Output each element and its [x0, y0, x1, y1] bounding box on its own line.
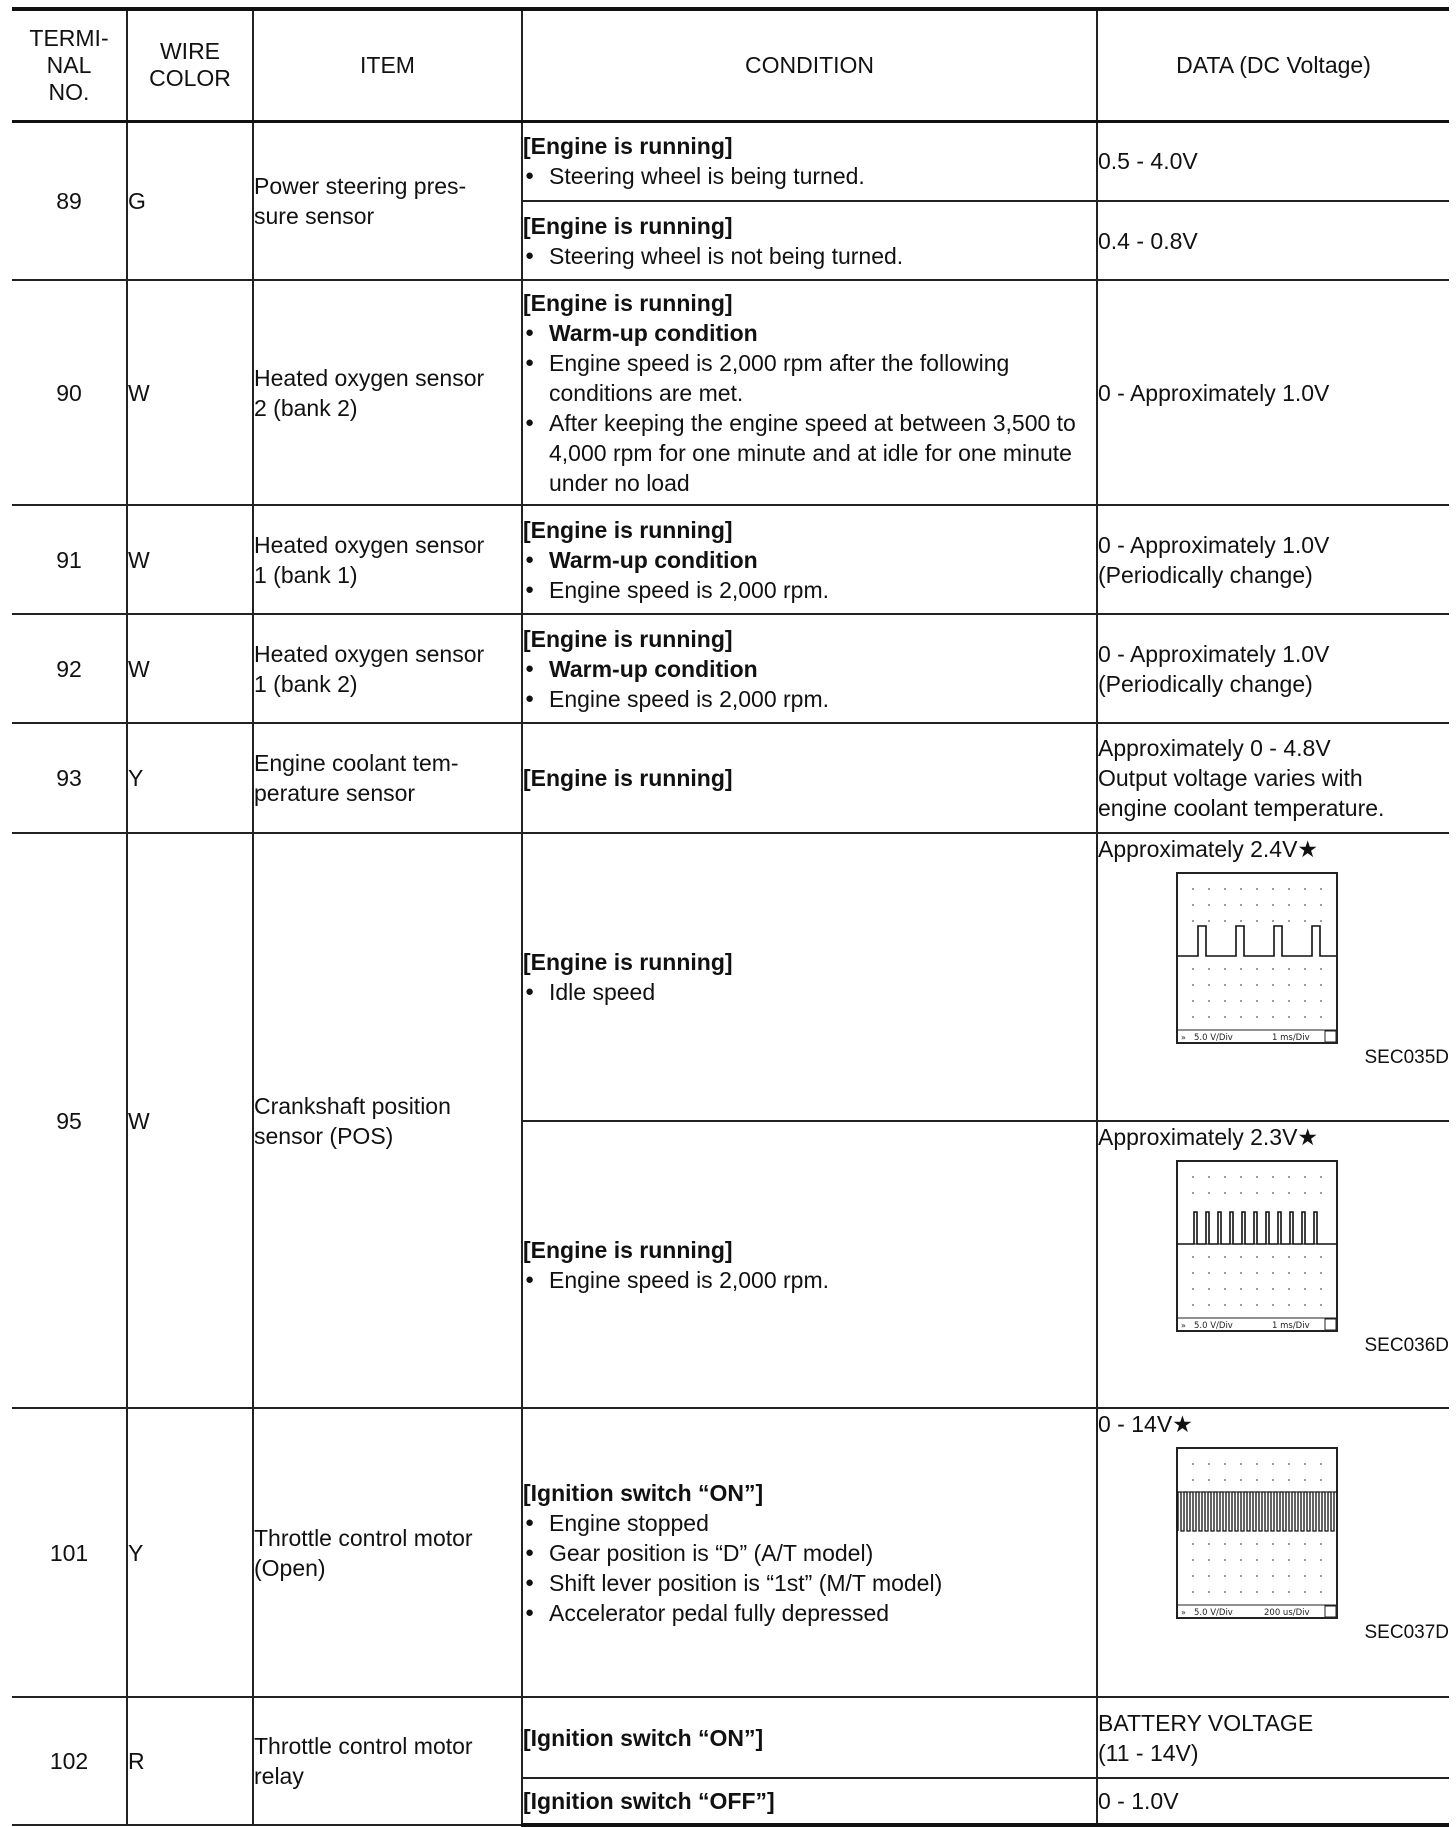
table-row [12, 614, 1449, 723]
condition-header: [Engine is running] [523, 765, 733, 791]
item-line: relay [254, 1763, 304, 1789]
oscilloscope-figure [1098, 1439, 1449, 1644]
item-line: Throttle control motor [254, 1733, 473, 1759]
data-value: 0.4 - 0.8V [1097, 201, 1449, 280]
data-line: (Periodically change) [1098, 561, 1313, 588]
condition-bullet: ● Engine stopped [523, 1508, 1096, 1538]
terminal-number: 90 [12, 280, 127, 505]
item-line: Crankshaft position [254, 1092, 451, 1119]
condition-header: [Engine is running] [523, 133, 733, 160]
data-value: 0 - Approximately 1.0V [1097, 280, 1449, 505]
header-condition: CONDITION [522, 9, 1097, 121]
data-value [1097, 833, 1449, 1121]
data-line: (Periodically change) [1098, 670, 1313, 697]
condition-header: [Ignition switch “ON”] [523, 1724, 764, 1751]
item-name [253, 723, 522, 833]
item-line: Heated oxygen sensor [254, 364, 485, 391]
item-line: sure sensor [254, 202, 375, 229]
table-row [12, 505, 1449, 614]
item-name [253, 280, 522, 505]
terminal-number: 102 [12, 1697, 127, 1825]
terminal-number: 92 [12, 614, 127, 723]
condition-bullet: ● Warm-up condition [523, 545, 1096, 575]
condition-header: [Engine is running] [523, 625, 733, 652]
item-name [253, 1697, 522, 1825]
terminal-number: 93 [12, 723, 127, 833]
scope-time-per-div: 1 ms/Div [1272, 1321, 1310, 1331]
condition-bullet: ● Idle speed [523, 977, 1096, 1007]
oscilloscope-figure [1098, 864, 1449, 1069]
scope-volts-per-div: 5.0 V/Div [1194, 1608, 1233, 1618]
table-row [12, 833, 1449, 1121]
terminal-number: 89 [12, 121, 127, 280]
condition-bullet: ● Engine speed is 2,000 rpm. [523, 684, 1096, 714]
data-label: 0 - 14V★ [1098, 1411, 1193, 1437]
item-line: sensor (POS) [254, 1122, 394, 1149]
item-name [253, 614, 522, 723]
condition-cell [522, 505, 1097, 614]
condition-cell [522, 1408, 1097, 1697]
condition-bullet: ● Engine speed is 2,000 rpm. [523, 575, 1096, 605]
item-line: 2 (bank 2) [254, 394, 358, 421]
item-line: 1 (bank 2) [254, 670, 358, 697]
condition-cell [522, 201, 1097, 280]
data-line: BATTERY VOLTAGE [1098, 1709, 1314, 1736]
data-line: (11 - 14V) [1098, 1739, 1199, 1766]
oscilloscope-figure [1098, 1152, 1449, 1357]
header-terminal-line: NAL [46, 51, 92, 78]
data-line: 0 - Approximately 1.0V [1098, 640, 1330, 667]
table-row [12, 723, 1449, 833]
terminal-number: 101 [12, 1408, 127, 1697]
condition-bullet: ● Gear position is “D” (A/T model) [523, 1538, 1096, 1568]
table-row [12, 280, 1449, 505]
item-line: Heated oxygen sensor [254, 531, 485, 558]
condition-cell [522, 1121, 1097, 1408]
header-terminal-line: TERMI- [29, 24, 109, 51]
scope-time-per-div: 200 us/Div [1264, 1608, 1310, 1618]
data-label: Approximately 2.3V★ [1098, 1124, 1319, 1150]
data-value [1097, 1408, 1449, 1697]
condition-header: [Ignition switch “OFF”] [523, 1788, 775, 1814]
item-line: Power steering pres- [254, 172, 467, 199]
data-value [1097, 1697, 1449, 1778]
grid-dots [1192, 888, 1322, 1018]
scope-volts-per-div: 5.0 V/Div [1194, 1033, 1233, 1043]
figure-code: SEC036D [1364, 1335, 1449, 1356]
condition-cell [522, 833, 1097, 1121]
data-value: 0.5 - 4.0V [1097, 121, 1449, 201]
wire-color: W [127, 505, 253, 614]
condition-bullet: ● Warm-up condition [523, 318, 1096, 348]
condition-bullet: ● Warm-up condition [523, 654, 1096, 684]
wire-color: W [127, 280, 253, 505]
condition-bullet: ● Steering wheel is not being turned. [523, 241, 1096, 271]
header-wire-color [127, 9, 253, 121]
wire-color: R [127, 1697, 253, 1825]
condition-cell [522, 723, 1097, 833]
item-name [253, 1408, 522, 1697]
figure-code: SEC035D [1364, 1047, 1449, 1068]
condition-bullet: ● Steering wheel is being turned. [523, 161, 1096, 191]
condition-bullet: ● Engine speed is 2,000 rpm. [523, 1265, 1096, 1295]
condition-cell [522, 1778, 1097, 1825]
condition-header: [Engine is running] [523, 516, 733, 543]
header-item: ITEM [253, 9, 522, 121]
data-label: Approximately 2.4V★ [1098, 836, 1319, 862]
figure-code: SEC037D [1364, 1622, 1449, 1643]
data-value [1097, 614, 1449, 723]
condition-header: [Engine is running] [523, 949, 733, 975]
wire-color: Y [127, 1408, 253, 1697]
wire-color: G [127, 121, 253, 280]
item-line: Heated oxygen sensor [254, 640, 485, 667]
condition-bullet: ● After keeping the engine speed at between 3,500 to 4,000 rpm for one minute and at idle for one minute under no load [523, 408, 1096, 498]
table-row [12, 1697, 1449, 1778]
item-line: Engine coolant tem- [254, 750, 459, 776]
condition-bullet: ● Accelerator pedal fully depressed [523, 1598, 1096, 1628]
data-value [1097, 723, 1449, 833]
header-wire-line: COLOR [149, 65, 231, 92]
condition-header: [Engine is running] [523, 289, 733, 316]
header-terminal-no [12, 9, 127, 121]
oscilloscope-waveform-pulse [1176, 872, 1338, 1044]
svg-text:»: » [1181, 1608, 1186, 1617]
wire-color: W [127, 614, 253, 723]
scope-volts-per-div: 5.0 V/Div [1194, 1321, 1233, 1331]
item-line: Throttle control motor [254, 1524, 473, 1551]
ecm-terminal-table [12, 7, 1449, 1827]
table-row [12, 1408, 1449, 1697]
terminal-number: 91 [12, 505, 127, 614]
item-line: perature sensor [254, 780, 416, 806]
header-terminal-line: NO. [48, 78, 90, 105]
item-name [253, 505, 522, 614]
condition-cell [522, 1697, 1097, 1778]
svg-text:»: » [1181, 1321, 1186, 1330]
header-data: DATA (DC Voltage) [1097, 9, 1449, 121]
condition-header: [Ignition switch “ON”] [523, 1479, 764, 1506]
condition-header: [Engine is running] [523, 1236, 733, 1263]
wire-color: W [127, 833, 253, 1408]
condition-cell [522, 280, 1097, 505]
data-line: Approximately 0 - 4.8V [1098, 735, 1331, 761]
svg-text:»: » [1181, 1033, 1186, 1042]
data-value [1097, 505, 1449, 614]
data-value [1097, 1121, 1449, 1408]
oscilloscope-waveform-pwm [1176, 1447, 1338, 1619]
item-line: 1 (bank 1) [254, 561, 358, 588]
condition-bullet: ● Shift lever position is “1st” (M/T model) [523, 1568, 1096, 1598]
item-name [253, 121, 522, 280]
data-line: engine coolant temperature. [1098, 795, 1385, 821]
condition-header: [Engine is running] [523, 212, 733, 239]
header-wire-line: WIRE [159, 38, 221, 65]
data-line: Output voltage varies with [1098, 765, 1363, 791]
data-value: 0 - 1.0V [1097, 1778, 1449, 1825]
condition-cell [522, 614, 1097, 723]
condition-bullet: ● Engine speed is 2,000 rpm after the following conditions are met. [523, 348, 1096, 408]
terminal-number: 95 [12, 833, 127, 1408]
condition-cell [522, 121, 1097, 201]
scope-time-per-div: 1 ms/Div [1272, 1033, 1310, 1043]
item-line: (Open) [254, 1554, 326, 1581]
table-row [12, 121, 1449, 201]
data-line: 0 - Approximately 1.0V [1098, 531, 1330, 558]
table-header-row [12, 9, 1449, 121]
oscilloscope-waveform-pulse [1176, 1160, 1338, 1332]
wire-color: Y [127, 723, 253, 833]
item-name [253, 833, 522, 1408]
